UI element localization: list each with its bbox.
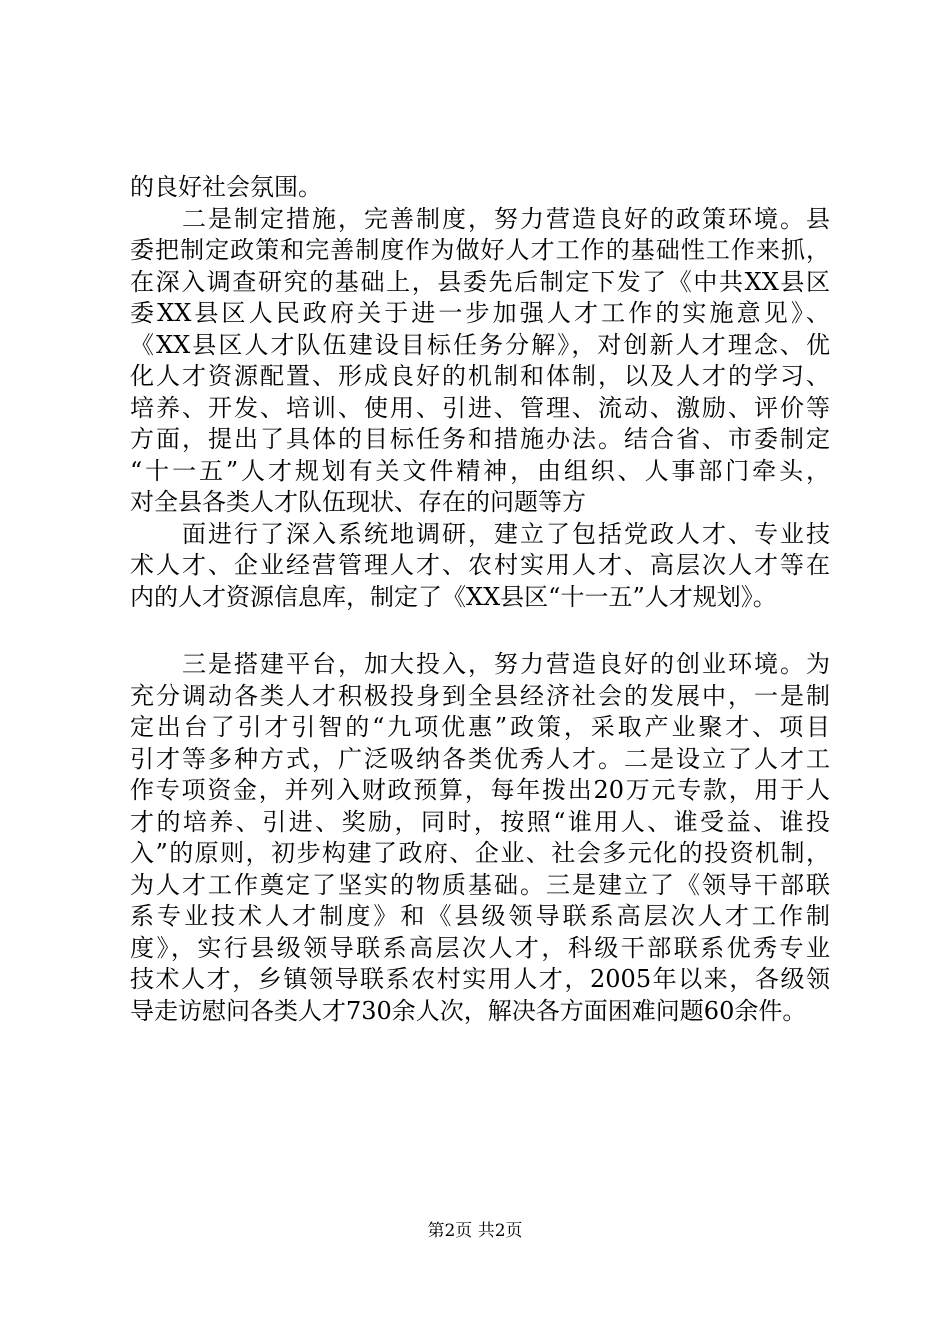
paragraph-block-1 bbox=[130, 172, 830, 613]
text-line: 术人才、企业经营管理人才、农村实用人才、高层次人才等在 bbox=[130, 551, 830, 579]
text-line: 的良好社会氛围。 bbox=[130, 173, 322, 201]
text-line: 在深入调查研究的基础上，县委先后制定下发了《中共XX县区 bbox=[130, 267, 830, 296]
text-line: 委XX县区人民政府关于进一步加强人才工作的实施意见》、 bbox=[130, 299, 830, 327]
text-line: 系专业技术人才制度》和《县级领导联系高层次人才工作制 bbox=[130, 902, 830, 930]
text-line: 面进行了深入系统地调研，建立了包括党政人才、专业技 bbox=[130, 519, 830, 548]
text-line: 才的培养、引进、奖励，同时，按照“谁用人、谁受益、谁投 bbox=[130, 807, 830, 836]
text-line: 《XX县区人才队伍建设目标任务分解》，对创新人才理念、优 bbox=[130, 330, 830, 359]
text-line: 度》，实行县级领导联系高层次人才，科级干部联系优秀专业 bbox=[130, 933, 830, 962]
text-line: 导走访慰问各类人才730余人次，解决各方面困难问题60余件。 bbox=[130, 996, 807, 1025]
text-line: 入”的原则，初步构建了政府、企业、社会多元化的投资机制， bbox=[130, 839, 830, 867]
page-footer: 第2页 共2页 bbox=[427, 1221, 523, 1241]
text-line: 对全县各类人才队伍现状、存在的问题等方 bbox=[130, 488, 586, 516]
text-line: 委把制定政策和完善制度作为做好人才工作的基础性工作来抓， bbox=[130, 236, 830, 264]
text-line: 三是搭建平台，加大投入，努力营造良好的创业环境。为 bbox=[130, 650, 830, 678]
text-line: “十一五”人才规划有关文件精神，由组织、人事部门牵头， bbox=[130, 456, 830, 485]
text-line: 方面，提出了具体的目标任务和措施办法。结合省、市委制定 bbox=[130, 425, 830, 453]
document-body bbox=[130, 172, 830, 1027]
text-line: 定出台了引才引智的“九项优惠”政策，采取产业聚才、项目 bbox=[130, 713, 830, 741]
text-line: 化人才资源配置、形成良好的机制和体制，以及人才的学习、 bbox=[130, 362, 830, 390]
text-line: 引才等多种方式，广泛吸纳各类优秀人才。二是设立了人才工 bbox=[130, 744, 830, 773]
text-line: 作专项资金，并列入财政预算，每年拨出20万元专款，用于人 bbox=[130, 776, 830, 804]
text-line: 二是制定措施，完善制度，努力营造良好的政策环境。县 bbox=[130, 204, 830, 233]
paragraph-block-2 bbox=[130, 649, 830, 1027]
text-line: 培养、开发、培训、使用、引进、管理、流动、激励、评价等 bbox=[130, 393, 830, 422]
text-line: 内的人才资源信息库，制定了《XX县区“十一五”人才规划》。 bbox=[130, 582, 777, 611]
text-line: 充分调动各类人才积极投身到全县经济社会的发展中，一是制 bbox=[130, 681, 830, 710]
text-line: 技术人才，乡镇领导联系农村实用人才，2005年以来，各级领 bbox=[130, 965, 830, 993]
paragraph-gap bbox=[130, 613, 830, 649]
text-line: 为人才工作奠定了坚实的物质基础。三是建立了《领导干部联 bbox=[130, 870, 830, 899]
